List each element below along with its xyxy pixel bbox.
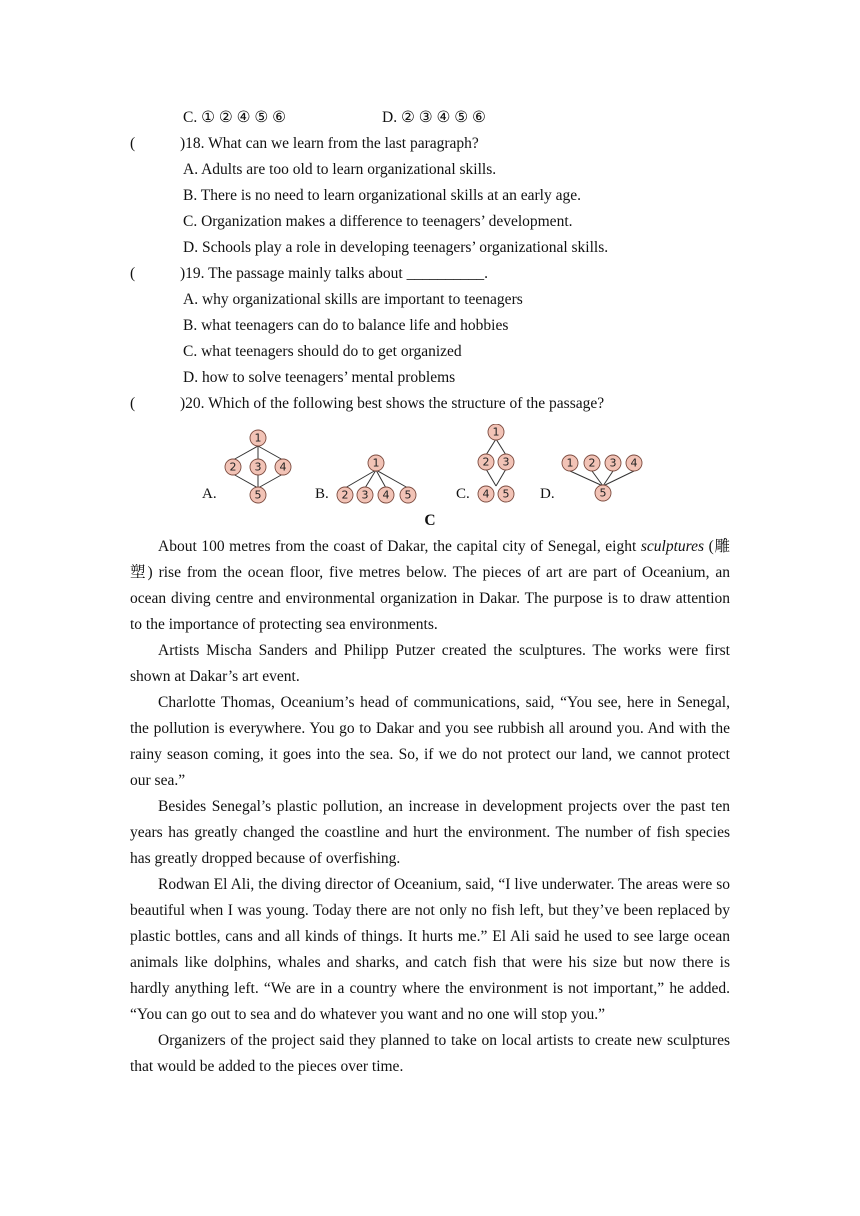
q18-option-a: A. Adults are too old to learn organizational skills. bbox=[183, 161, 497, 178]
diagram-a-node-5 bbox=[250, 487, 266, 503]
q17-option-c: C. ① ② ④ ⑤ ⑥ bbox=[183, 109, 287, 126]
diagram-d-node-4 bbox=[626, 455, 642, 471]
q19-option-d: D. how to solve teenagers’ mental problems bbox=[183, 369, 456, 386]
paragraph-2: Artists Mischa Sanders and Philipp Putzer created the sculptures. The works were first shown at Dakar’s art event. bbox=[130, 642, 730, 685]
q20-stem: )20. Which of the following best shows the structure of the passage? bbox=[180, 395, 605, 412]
svg-text:1: 1 bbox=[254, 431, 262, 445]
passage-c bbox=[130, 534, 730, 1080]
q18-stem: )18. What can we learn from the last paragraph? bbox=[180, 135, 479, 152]
svg-text:3: 3 bbox=[254, 460, 262, 474]
diagram-c-node-2 bbox=[478, 454, 494, 470]
svg-text:2: 2 bbox=[341, 488, 349, 502]
diagram-d bbox=[540, 455, 642, 502]
q19-option-c: C. what teenagers should do to get organized bbox=[183, 343, 462, 360]
svg-text:2: 2 bbox=[229, 460, 237, 474]
diagram-d-node-1 bbox=[562, 455, 578, 471]
svg-text:1: 1 bbox=[372, 456, 380, 470]
q19-option-b: B. what teenagers can do to balance life and hobbies bbox=[183, 317, 509, 334]
q20-answer-paren: ( bbox=[130, 395, 136, 412]
diagram-d-node-5 bbox=[595, 485, 611, 501]
diagram-b-node-1 bbox=[368, 455, 384, 471]
diagram-a-node-3 bbox=[250, 459, 266, 475]
q17-option-d: D. ② ③ ④ ⑤ ⑥ bbox=[382, 109, 486, 126]
paragraph-1: About 100 metres from the coast of Dakar, the capital city of Senegal, eight sculptures (雕塑) rise from the ocean floor, five metres below. The pieces of art are part of Oceanium, an ocean diving centre and environmental organization in Dakar. The purpose is to draw attention to the importance of protecting sea environments. bbox=[130, 538, 730, 633]
paragraph-3: Charlotte Thomas, Oceanium’s head of communications, said, “You see, here in Senegal, the pollution is everywhere. You go to Dakar and you see rubbish all around you. And with the rainy season coming, it goes into the sea. So, if we do not protect our land, we cannot protect our sea.” bbox=[130, 694, 730, 789]
diagram-b bbox=[315, 455, 416, 503]
q18-option-b: B. There is no need to learn organizational skills at an early age. bbox=[183, 187, 581, 204]
q18-option-c: C. Organization makes a difference to teenagers’ development. bbox=[183, 213, 573, 230]
italic-term: sculptures bbox=[640, 538, 705, 555]
diagram-a-node-2 bbox=[225, 459, 241, 475]
structure-diagrams bbox=[200, 424, 660, 508]
q18-option-d: D. Schools play a role in developing teenagers’ organizational skills. bbox=[183, 239, 609, 256]
diagram-a-label: A. bbox=[202, 486, 217, 502]
diagram-c-node-3 bbox=[498, 454, 514, 470]
q18-answer-paren: ( bbox=[130, 135, 136, 152]
diagram-a-node-1 bbox=[250, 430, 266, 446]
diagram-c-node-4 bbox=[478, 486, 494, 502]
svg-text:5: 5 bbox=[254, 488, 262, 502]
svg-text:4: 4 bbox=[482, 487, 490, 501]
diagram-c-label: C. bbox=[456, 486, 470, 502]
diagram-a-node-4 bbox=[275, 459, 291, 475]
diagram-c-node-1 bbox=[488, 424, 504, 440]
svg-text:5: 5 bbox=[502, 487, 510, 501]
svg-text:1: 1 bbox=[566, 456, 574, 470]
section-heading: C bbox=[424, 512, 436, 529]
svg-text:2: 2 bbox=[482, 455, 490, 469]
svg-text:2: 2 bbox=[588, 456, 596, 470]
diagram-a bbox=[202, 430, 291, 503]
svg-text:3: 3 bbox=[361, 488, 369, 502]
paragraph-6: Organizers of the project said they planned to take on local artists to create new sculptures that would be added to the pieces over time. bbox=[130, 1032, 730, 1075]
diagram-d-node-3 bbox=[605, 455, 621, 471]
svg-text:5: 5 bbox=[599, 486, 607, 500]
svg-text:3: 3 bbox=[609, 456, 617, 470]
diagram-c bbox=[456, 424, 514, 502]
paragraph-4: Besides Senegal’s plastic pollution, an increase in development projects over the past ten years has greatly changed the coastline and hurt the environment. The number of fish species has greatly dropped because of overfishing. bbox=[130, 798, 730, 867]
diagram-b-node-3 bbox=[357, 487, 373, 503]
q19-answer-paren: ( bbox=[130, 265, 136, 282]
diagram-b-node-4 bbox=[378, 487, 394, 503]
svg-text:5: 5 bbox=[404, 488, 412, 502]
diagram-b-node-5 bbox=[400, 487, 416, 503]
svg-text:3: 3 bbox=[502, 455, 510, 469]
diagram-d-node-2 bbox=[584, 455, 600, 471]
q19-stem: )19. The passage mainly talks about __________. bbox=[180, 265, 488, 282]
svg-text:1: 1 bbox=[492, 425, 500, 439]
diagram-c-node-5 bbox=[498, 486, 514, 502]
diagram-b-node-2 bbox=[337, 487, 353, 503]
q19-option-a: A. why organizational skills are important to teenagers bbox=[183, 291, 523, 308]
svg-text:4: 4 bbox=[630, 456, 638, 470]
paragraph-5: Rodwan El Ali, the diving director of Oceanium, said, “I live underwater. The areas were so beautiful when I was young. Today there are not only no fish left, but they’ve been replaced by plastic bottles, cans and all kinds of things. It hurts me.” El Ali said he used to see large ocean animals like dolphins, whales and sharks, and catch fish that were his size but now there is hardly anything left. “We are in a country where the environment is not important,” he added. “You can go out to sea and do whatever you want and no one will stop you.” bbox=[130, 876, 730, 1023]
diagram-b-label: B. bbox=[315, 486, 329, 502]
diagram-d-label: D. bbox=[540, 486, 555, 502]
svg-text:4: 4 bbox=[279, 460, 287, 474]
svg-text:4: 4 bbox=[382, 488, 390, 502]
